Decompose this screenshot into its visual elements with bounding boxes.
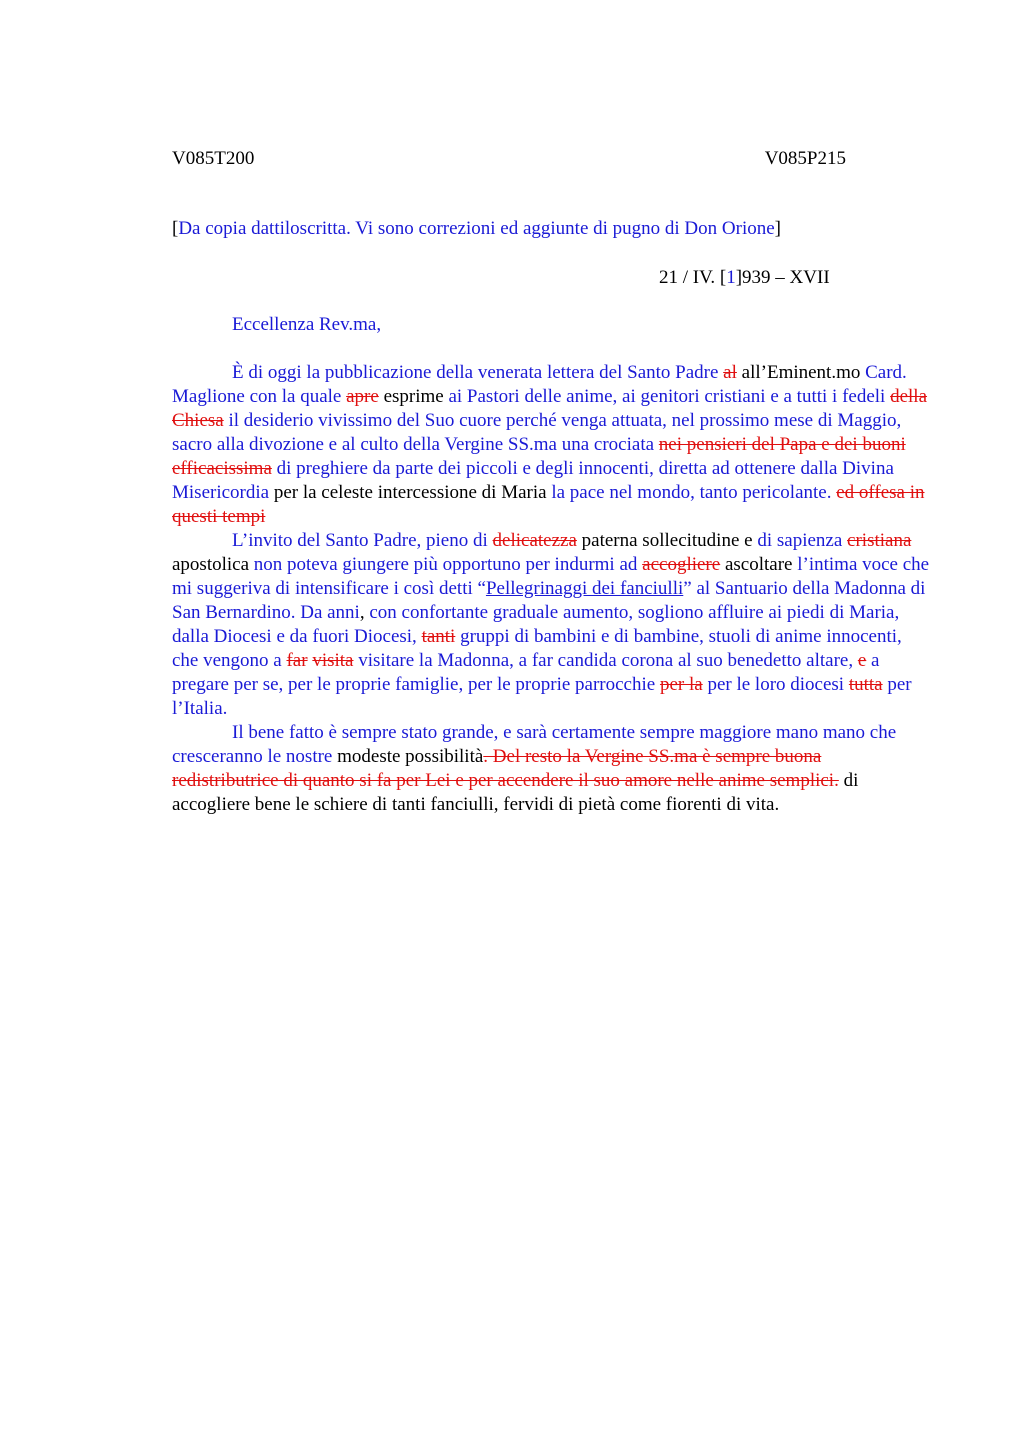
underlined-text: Pellegrinaggi dei fanciulli (485, 578, 684, 599)
text-segment: la pace nel mondo, tanto pericolante. (551, 482, 837, 503)
text-segment: visitare la Madonna, a far candida corona al suo benedetto altare, (353, 650, 858, 671)
text-segment: per le loro diocesi (702, 674, 849, 695)
deleted-text: visita (312, 650, 354, 671)
text-segment: Il bene fatto è sempre stato grande, e sarà certamente sempre maggiore mano mano che cresceranno le nostre (172, 722, 897, 767)
text-segment: L’invito del Santo Padre, pieno di (232, 530, 493, 551)
document-code-left: V085T200 (172, 148, 255, 169)
text-segment: esprime (378, 386, 449, 407)
text-segment: ” al Santuario della Madonna di San Bernardino. Da anni (172, 578, 926, 623)
date-digit: 1 (726, 267, 736, 288)
text-segment: modeste possibilità (337, 746, 484, 767)
deleted-text: della Chiesa (172, 386, 928, 431)
deleted-text: e (857, 650, 867, 671)
text-segment: gruppi di bambini e di bambine, stuoli di anime innocenti, che vengono a (172, 626, 902, 671)
deleted-text: delicatezza (492, 530, 577, 551)
text-segment: ascoltare (720, 554, 798, 575)
deleted-text: cristiana (847, 530, 912, 551)
letter-body (172, 361, 932, 817)
paragraph-1 (172, 361, 932, 529)
text-segment: per l’Italia. (172, 674, 912, 719)
deleted-text: . Del resto la Vergine SS.ma è sempre buona redistributrice di quanto si fa per Lei e per accendere il suo amore nelle anime semplici. (172, 746, 839, 791)
text-segment: ai Pastori delle anime, ai genitori cristiani e a tutti i fedeli (448, 386, 891, 407)
deleted-text: ed offesa in questi tempi (172, 482, 925, 527)
deleted-text: far (286, 650, 308, 671)
text-segment: con confortante graduale aumento, sogliono affluire ai piedi di Maria, dalla Diocesi e da fuori Diocesi, (172, 602, 900, 647)
paragraph-2 (172, 529, 932, 721)
deleted-text: per la (659, 674, 703, 695)
note-text: Da copia dattiloscritta. Vi sono correzioni ed aggiunte di pugno di Don Orione (178, 218, 775, 239)
text-segment: di accogliere bene le schiere di tanti fanciulli, fervidi di pietà come fiorenti di vita. (172, 770, 859, 815)
text-segment: paterna sollecitudine e (576, 530, 758, 551)
text-segment: È di oggi la pubblicazione della venerata lettera del Santo Padre (232, 362, 724, 383)
text-segment: per la celeste intercessione di Maria (273, 482, 552, 503)
note-bracket-open: [ (172, 218, 179, 239)
text-segment: di sapienza (757, 530, 848, 551)
paragraph-3 (172, 721, 932, 817)
text-segment: il desiderio vivissimo del Suo cuore perché venga attuata, nel prossimo mese di Maggio, sacro alla divozione e al culto della Vergine SS.ma una crociata (172, 410, 902, 455)
header-codes (172, 147, 846, 171)
text-segment: non poteva giungere più opportuno per indurmi ad (253, 554, 643, 575)
text-segment: all’Eminent.mo (736, 362, 866, 383)
text-segment: Card. Maglione con la quale (172, 362, 907, 407)
deleted-text: tutta (848, 674, 883, 695)
note-bracket-close: ] (774, 218, 781, 239)
document-code-right: V085P215 (764, 148, 846, 169)
letter-date (659, 266, 830, 290)
deleted-text: nei pensieri del Papa e dei buoni efficacissima (172, 434, 906, 479)
text-segment: apostolica (172, 554, 254, 575)
text-segment: l’intima voce che mi suggeriva di intensificare i così detti “ (172, 554, 930, 599)
deleted-text: apre (346, 386, 379, 407)
text-segment: a pregare per se, per le proprie famiglie, per le proprie parrocchie (172, 650, 880, 695)
salutation: Eccellenza Rev.ma, (232, 314, 382, 335)
date-suffix: ]939 – XVII (735, 267, 830, 288)
deleted-text: tanti (421, 626, 456, 647)
text-segment: di preghiere da parte dei piccoli e degli innocenti, diretta ad ottenere dalla Divina Misericordia (172, 458, 894, 503)
deleted-text: accogliere (642, 554, 721, 575)
date-prefix: 21 / IV. [ (659, 267, 727, 288)
text-segment: , (359, 602, 370, 623)
deleted-text: al (723, 362, 737, 383)
editorial-note (172, 217, 932, 241)
